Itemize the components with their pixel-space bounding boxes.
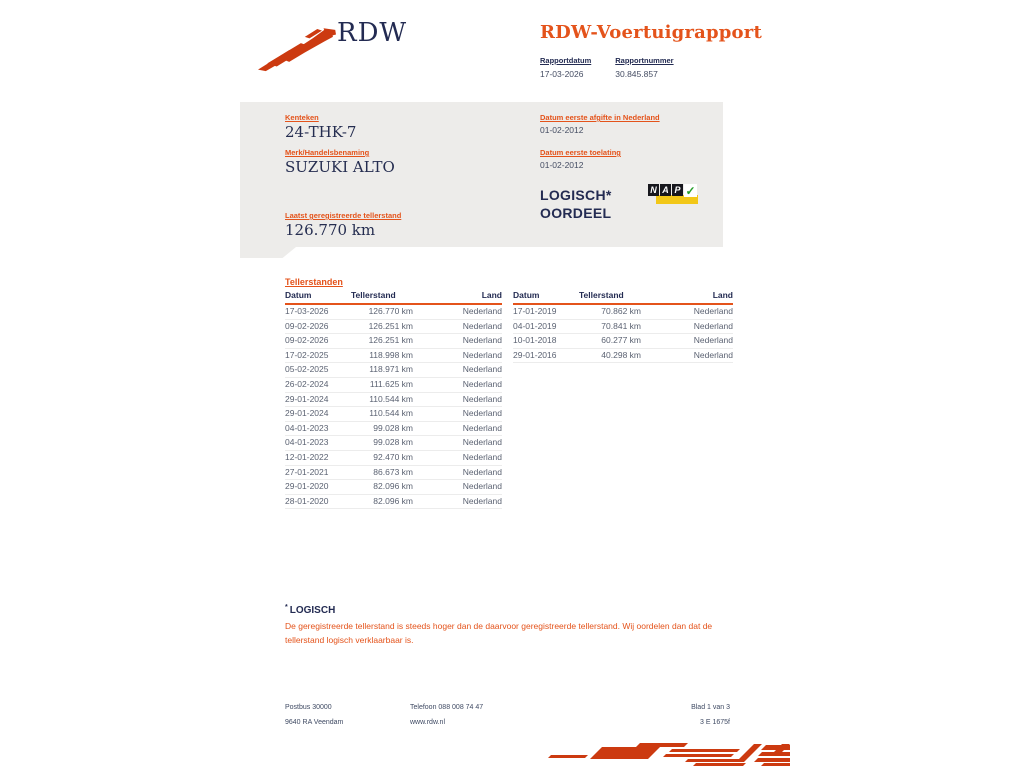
table-cell: Nederland <box>462 393 502 404</box>
table-cell: 04-01-2019 <box>513 320 557 331</box>
table-cell: 26-02-2024 <box>285 378 329 389</box>
table-cell: 40.298 km <box>601 349 641 360</box>
logisch-explanation-title <box>285 604 335 616</box>
table-cell: 17-01-2019 <box>513 306 557 316</box>
report-date-block <box>540 56 591 79</box>
table-cell: 126.251 km <box>368 335 413 346</box>
table-cell: Nederland <box>462 466 502 477</box>
col-datum: Datum <box>513 290 540 300</box>
table-cell: 70.841 km <box>601 320 641 331</box>
asterisk: * <box>285 604 288 611</box>
col-tellerstand: Tellerstand <box>579 290 624 300</box>
logisch-title-text: LOGISCH <box>289 605 336 616</box>
table-row <box>285 393 502 408</box>
footer-address-line1: Postbus 30000 <box>285 704 332 711</box>
merk-value: SUZUKI ALTO <box>285 158 395 176</box>
nap-letter-p: P <box>672 184 683 196</box>
table-row <box>285 334 502 349</box>
table-cell: Nederland <box>462 320 502 331</box>
table-cell: 04-01-2023 <box>285 422 329 433</box>
table-cell: Nederland <box>462 495 502 506</box>
table-cell: 126.251 km <box>368 320 413 331</box>
table-row <box>285 495 502 510</box>
table-row <box>285 349 502 364</box>
nap-letter-n: N <box>648 184 659 196</box>
table-cell: Nederland <box>462 451 502 462</box>
table-cell: 60.277 km <box>601 335 641 346</box>
table-cell: 10-01-2018 <box>513 335 557 346</box>
oordeel-line1: LOGISCH* <box>540 187 612 203</box>
oordeel-text <box>540 186 612 222</box>
table-cell: Nederland <box>462 364 502 375</box>
logisch-explanation-text: De geregistreerde tellerstand is steeds hoger dan de daarvoor geregistreerde tellerstand. Wij oordelen dan dat de tellerstand logisch verklaarbaar is. <box>285 621 713 645</box>
table-cell: Nederland <box>693 320 733 331</box>
kenteken-value: 24-THK-7 <box>285 123 357 141</box>
table-cell: 27-01-2021 <box>285 466 329 477</box>
table-cell: 118.998 km <box>369 349 413 360</box>
report-date-value: 17-03-2026 <box>540 69 584 79</box>
footer-phone: Telefoon 088 008 74 47 <box>410 704 484 711</box>
table-cell: Nederland <box>462 349 502 360</box>
table-row <box>285 451 502 466</box>
table-row <box>285 363 502 378</box>
report-number-value: 30.845.857 <box>615 69 658 79</box>
vehicle-info-box <box>240 102 723 247</box>
table-cell: Nederland <box>693 349 733 360</box>
table-cell: 82.096 km <box>373 481 413 492</box>
table-cell: Nederland <box>462 306 502 316</box>
table-cell: 29-01-2016 <box>513 349 557 360</box>
table-cell: Nederland <box>462 335 502 346</box>
col-land: Land <box>481 290 502 300</box>
eerste-afgifte-label: Datum eerste afgifte in Nederland <box>540 113 660 122</box>
table-cell: 29-01-2020 <box>285 481 329 492</box>
eerste-afgifte-value: 01-02-2012 <box>540 125 584 135</box>
rdw-logo-text: RDW <box>337 18 408 48</box>
col-datum: Datum <box>285 290 312 300</box>
table-cell: 111.625 km <box>369 378 413 389</box>
footer-form-code: 3 E 1675f <box>700 719 730 726</box>
report-number-block <box>615 56 673 79</box>
page-title: RDW-Voertuigrapport <box>540 22 762 43</box>
table-body <box>513 305 733 363</box>
oordeel-line2: OORDEEL <box>540 205 612 221</box>
tellerstanden-table-right <box>513 290 733 363</box>
info-box-corner-tab <box>240 247 296 258</box>
table-row <box>285 407 502 422</box>
table-row <box>285 436 502 451</box>
table-body <box>285 305 502 509</box>
report-number-label: Rapportnummer <box>615 56 674 65</box>
footer-address-line2: 9640 RA Veendam <box>285 719 344 726</box>
tellerstanden-table-left <box>285 290 502 509</box>
table-cell: 82.096 km <box>373 495 413 506</box>
col-land: Land <box>712 290 733 300</box>
table-cell: 110.544 km <box>369 408 413 419</box>
eerste-toelating-value: 01-02-2012 <box>540 160 584 170</box>
table-cell: 29-01-2024 <box>285 408 329 419</box>
nap-letter-a: A <box>660 184 671 196</box>
table-row <box>513 305 733 320</box>
table-row <box>285 378 502 393</box>
table-cell: Nederland <box>462 408 502 419</box>
table-cell: 86.673 km <box>373 466 413 477</box>
nap-tiles <box>648 184 697 197</box>
table-header <box>513 290 733 305</box>
rdw-wing-stripes-decoration <box>538 742 790 768</box>
table-row <box>285 422 502 437</box>
table-row <box>285 305 502 320</box>
nap-checkmark-icon: ✓ <box>685 183 696 198</box>
table-cell: Nederland <box>462 437 502 448</box>
nap-logo <box>648 184 700 208</box>
table-row <box>513 334 733 349</box>
table-cell: Nederland <box>693 335 733 346</box>
table-row <box>285 480 502 495</box>
laatste-tellerstand-label: Laatst geregistreerde tellerstand <box>285 211 402 220</box>
footer-contact <box>410 700 483 730</box>
report-meta <box>540 56 674 79</box>
table-row <box>285 466 502 481</box>
merk-label: Merk/Handelsbenaming <box>285 148 370 157</box>
table-cell: 12-01-2022 <box>285 451 329 462</box>
table-cell: Nederland <box>462 481 502 492</box>
tellerstanden-title: Tellerstanden <box>285 277 343 287</box>
table-cell: 09-02-2026 <box>285 335 329 346</box>
report-date-label: Rapportdatum <box>540 56 592 65</box>
table-cell: Nederland <box>462 378 502 389</box>
table-cell: 04-01-2023 <box>285 437 329 448</box>
col-tellerstand: Tellerstand <box>351 290 396 300</box>
footer-page-info <box>600 700 730 730</box>
table-row <box>513 320 733 335</box>
table-cell: Nederland <box>462 422 502 433</box>
table-cell: 17-03-2026 <box>285 306 329 316</box>
table-cell: 29-01-2024 <box>285 393 329 404</box>
table-cell: 126.770 km <box>368 306 413 316</box>
table-row <box>285 320 502 335</box>
table-header <box>285 290 502 305</box>
table-cell: 118.971 km <box>369 364 413 375</box>
eerste-toelating-label: Datum eerste toelating <box>540 148 621 157</box>
table-row <box>513 349 733 364</box>
rdw-falcon-logo-icon <box>258 22 336 72</box>
table-cell: 28-01-2020 <box>285 495 329 506</box>
table-cell: 92.470 km <box>373 451 413 462</box>
kenteken-label: Kenteken <box>285 113 319 122</box>
table-cell: 05-02-2025 <box>285 364 329 375</box>
table-cell: 110.544 km <box>369 393 413 404</box>
footer-website: www.rdw.nl <box>410 719 446 726</box>
table-cell: 09-02-2026 <box>285 320 329 331</box>
table-cell: Nederland <box>693 306 733 316</box>
table-cell: 99.028 km <box>373 437 413 448</box>
table-cell: 70.862 km <box>601 306 641 316</box>
table-cell: 99.028 km <box>373 422 413 433</box>
laatste-tellerstand-value: 126.770 km <box>285 221 376 239</box>
footer-page-number: Blad 1 van 3 <box>691 704 730 711</box>
table-cell: 17-02-2025 <box>285 349 329 360</box>
footer-address <box>285 700 343 730</box>
